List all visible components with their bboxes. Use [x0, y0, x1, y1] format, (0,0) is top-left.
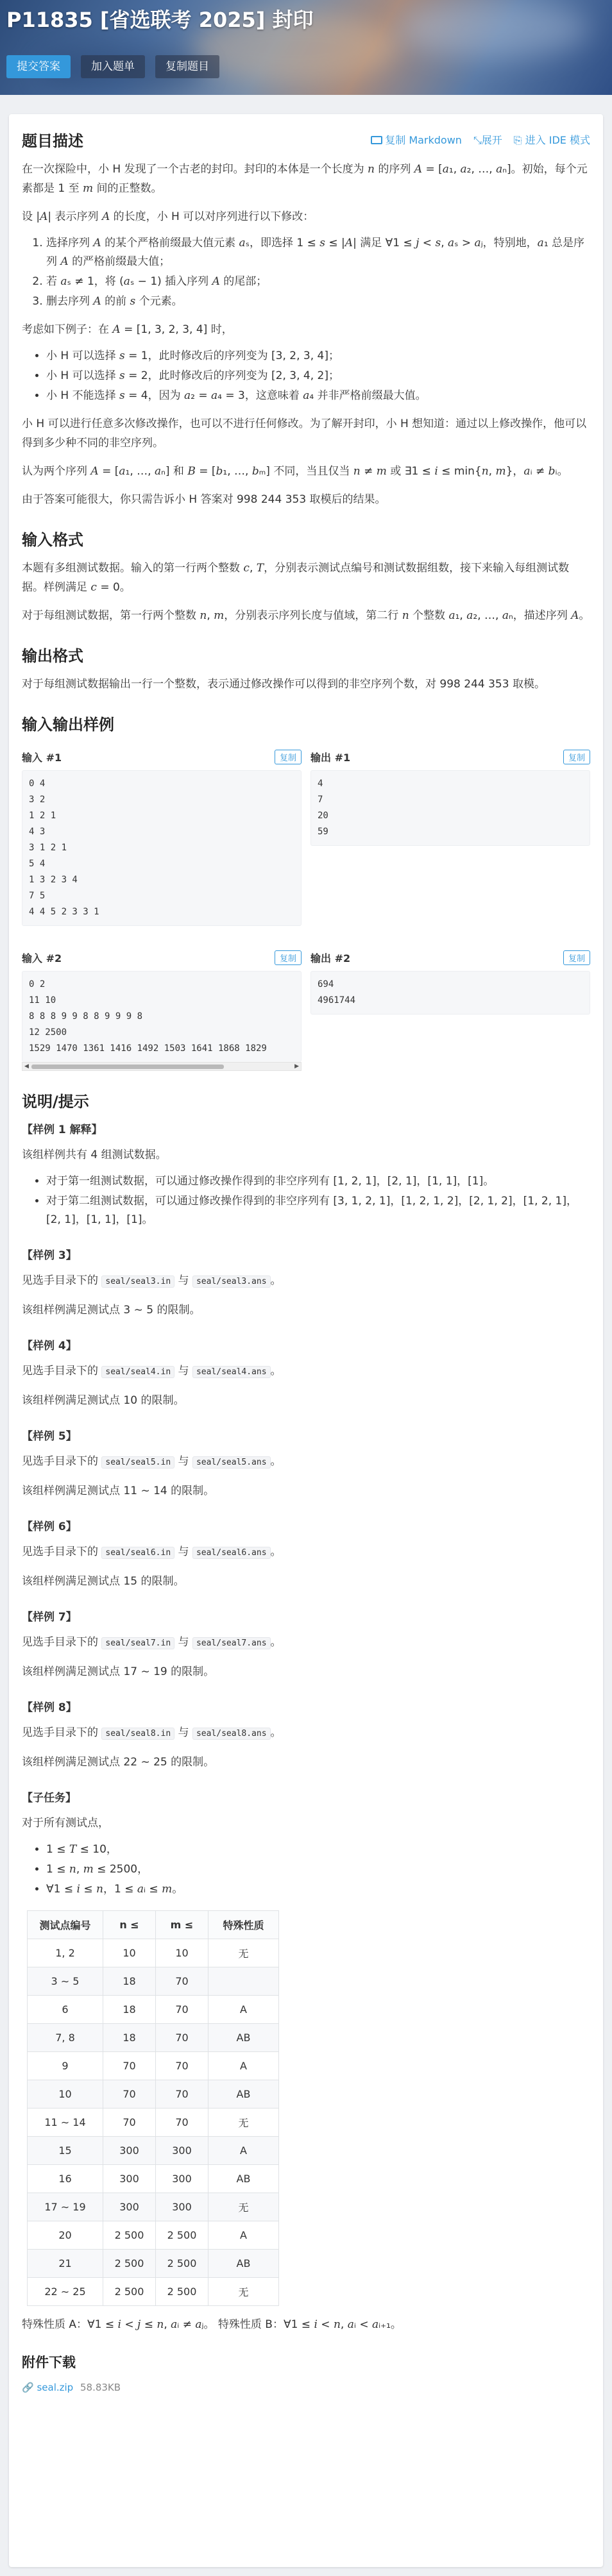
- table-cell: 70: [156, 2024, 208, 2052]
- table-row: [28, 2137, 279, 2165]
- table-cell: A: [208, 2052, 279, 2080]
- subtask-table: [27, 1910, 279, 2306]
- attachment-item[interactable]: [22, 2382, 590, 2393]
- section-title-notes: 说明/提示: [22, 1093, 89, 1111]
- section-title-input: 输入格式: [22, 531, 83, 549]
- expand-link[interactable]: [473, 132, 502, 147]
- copy-sample-input-button[interactable]: 复制: [275, 750, 302, 764]
- markdown-icon: [371, 136, 382, 144]
- table-cell: 1, 2: [28, 1939, 103, 1967]
- table-cell: 300: [156, 2193, 208, 2221]
- add-to-list-button[interactable]: 加入题单: [81, 55, 145, 78]
- table-cell: 2 500: [103, 2250, 156, 2278]
- table-row: [28, 2221, 279, 2250]
- table-cell: 16: [28, 2165, 103, 2193]
- table-cell: 15: [28, 2137, 103, 2165]
- table-row: [28, 1996, 279, 2024]
- table-header: n ≤: [103, 1911, 156, 1939]
- table-cell: 2 500: [103, 2221, 156, 2250]
- notes-content: 【样例 1 解释】 该组样例共有 4 组测试数据。 • 对于第一组测试数据，可以通过修改操作得到的非空序列有 [1, 2, 1]，[2, 1]，[1, 1]，[1]。 • 对于第二组测试数据，可以通过修改操作得到的非空序列有 [3, 1, 2, 1]，[1, 2, 1, 2]，[2, 1, 2]，[1, 2, 1]，[2, 1]，[1, 1]，[1]。 【样例 3】 见选手目录下的 seal/seal3.in 与 seal/seal3.ans 。 该组样例满足测试点 3 ∼ 5 的限制。 【样例 4】 见选手目录下的 seal/seal4.in 与 seal/seal4.ans 。 该组样例满足测试点 10 的限制。 【样例 5】 见选手目录下的 seal/seal5.in 与 seal/seal5.ans 。 该组样例满足测试点 11 ∼ 14 的限制。 【样例 6】 见选手目录下的 seal/seal6.in 与 seal/seal6.ans 。 该组样例满足测试点 15 的限制。 【样例 7】 见选手目录下的 seal/seal7.in 与 seal/seal7.ans 。 该组样例满足测试点 17 ∼ 19 的限制。 【样例 8】 见选手目录下的 seal/seal8.in 与 seal/seal8.ans 。 该组样例满足测试点 22 ∼ 25 的限制。 【子任务】 对于所有测试点， • 1 ≤ T ≤ 10， • 1 ≤ n, m ≤ 2500， • ∀1 ≤ i ≤ n，1 ≤ aᵢ ≤ m。 测试点编号 n ≤ m ≤ 特殊性质 1, 2 10 10 无 3 ∼ 5 18 70 6 18 70 A 7, 8 18 70 AB 9 70 70 A 10 70 70 AB 11 ∼ 14 70 70 无 15 300 300 A 16 300 300 AB 17 ∼ 19 300 300 无 20 2 500 2 500 A 21 2 500 2 500 AB 22 ∼ 25 2 500 2 500 无 特殊性质 A：∀1 ≤ i < j ≤ n, aᵢ ≠ aⱼ。 特殊性质 B：∀1 ≤ i < n, aᵢ < aᵢ₊₁。: [22, 1120, 590, 2334]
- table-cell: 20: [28, 2221, 103, 2250]
- copy-problem-button[interactable]: 复制题目: [155, 55, 219, 78]
- ide-icon: ⎘: [513, 134, 525, 146]
- table-cell: 70: [103, 2080, 156, 2109]
- table-row: [28, 2052, 279, 2080]
- table-header: m ≤: [156, 1911, 208, 1939]
- table-cell: 70: [156, 2080, 208, 2109]
- table-cell: AB: [208, 2165, 279, 2193]
- sample-input-label: 输入 #1: [22, 751, 62, 764]
- sample-input-2: 0 2 11 10 8 8 8 9 9 8 8 9 9 9 8 12 2500 1529 1470 1361 1416 1492 1503 1641 1868 1829: [22, 971, 302, 1062]
- section-title-output: 输出格式: [22, 647, 83, 665]
- table-cell: 70: [156, 1967, 208, 1996]
- output-format-text: 对于每组测试数据输出一行一个整数，表示通过修改操作可以得到的非空序列个数，对 998 244 353 取模。: [22, 678, 545, 691]
- table-cell: 70: [156, 2109, 208, 2137]
- table-cell: 10: [156, 1939, 208, 1967]
- expand-label: 展开: [481, 134, 502, 146]
- table-cell: 2 500: [156, 2278, 208, 2306]
- table-row: [28, 2278, 279, 2306]
- attachment-size: 58.83KB: [80, 2382, 121, 2393]
- table-cell: 2 500: [156, 2221, 208, 2250]
- sample-input-1: 0 4 3 2 1 2 1 4 3 3 1 2 1 5 4 1 3 2 3 4 7 5 4 4 5 2 3 3 1: [22, 770, 302, 926]
- table-cell: 300: [103, 2165, 156, 2193]
- horizontal-scrollbar[interactable]: ◀ ▶: [22, 1062, 302, 1071]
- sample-output-label: 输出 #1: [310, 751, 351, 764]
- table-cell: 11 ∼ 14: [28, 2109, 103, 2137]
- ide-mode-label: 进入 IDE 模式: [525, 134, 590, 146]
- table-cell: 无: [208, 2109, 279, 2137]
- table-cell: A: [208, 2221, 279, 2250]
- table-cell: 2 500: [156, 2250, 208, 2278]
- table-cell: 无: [208, 2278, 279, 2306]
- table-header: 测试点编号: [28, 1911, 103, 1939]
- table-cell: 70: [156, 2052, 208, 2080]
- input-format-text: 本题有多组测试数据。输入的第一行两个整数 c, T，分别表示测试点编号和测试数据组数，接下来输入每组测试数据。样例满足 c = 0。 对于每组测试数据，第一行两个整数 n, m，分别表示序列长度与值域，第二行 n 个整数 a₁, a₂, …, aₙ，描述序列 A。: [22, 562, 590, 622]
- expand-icon: ⤡: [473, 134, 482, 146]
- table-cell: 无: [208, 2193, 279, 2221]
- ide-mode-link[interactable]: [514, 132, 590, 147]
- sample-output-label: 输出 #2: [310, 952, 351, 964]
- table-row: [28, 2250, 279, 2278]
- table-cell: [208, 1967, 279, 1996]
- paperclip-icon: 🔗: [22, 2382, 34, 2393]
- copy-sample-input-button[interactable]: 复制: [275, 950, 302, 965]
- table-cell: 2 500: [103, 2278, 156, 2306]
- table-cell: A: [208, 2137, 279, 2165]
- table-cell: 3 ∼ 5: [28, 1967, 103, 1996]
- table-cell: 18: [103, 2024, 156, 2052]
- section-title-description: 题目描述: [22, 132, 83, 150]
- sample-output-2: 694 4961744: [310, 971, 590, 1014]
- table-cell: 70: [103, 2052, 156, 2080]
- table-row: [28, 2193, 279, 2221]
- table-row: [28, 2024, 279, 2052]
- problem-description: 在一次探险中，小 H 发现了一个古老的封印。封印的本体是一个长度为 n 的序列 A = [a₁, a₂, …, aₙ]。初始，每个元素都是 1 至 m 间的正整数。 设 |A| 表示序列 A 的长度，小 H 可以对序列进行以下修改： 1. 选择序列 A 的某个严格前缀最大值元素 aₛ，即选择 1 ≤ s ≤ |A| 满足 ∀1 ≤ j < s, aₛ > aⱼ，特别地，a₁ 总是序列 A 的严格前缀最大值； 2. 若 aₛ ≠ 1，将 (aₛ − 1) 插入序列 A 的尾部； 3. 删去序列 A 的前 s 个元素。 考虑如下例子：在 A = [1, 3, 2, 3, 4] 时， • 小 H 可以选择 s = 1，此时修改后的序列变为 [3, 2, 3, 4]； • 小 H 可以选择 s = 2，此时修改后的序列变为 [2, 3, 4, 2]； • 小 H 不能选择 s = 4，因为 a₂ = a₄ = 3，这意味着 a₄ 并非严格前缀最大值。 小 H 可以进行任意多次修改操作，也可以不进行任何修改。为了解开封印，小 H 想知道：通过以上修改操作，他可以得到多少种不同的非空序列。 认为两个序列 A = [a₁, …, aₙ] 和 B = [b₁, …, bₘ] 不同，当且仅当 n ≠ m 或 ∃1 ≤ i ≤ min{n, m}，aᵢ ≠ bᵢ。 由于答案可能很大，你只需告诉小 H 答案对 998 244 353 取模后的结果。: [22, 160, 590, 509]
- table-cell: 10: [28, 2080, 103, 2109]
- submit-answer-button[interactable]: 提交答案: [6, 55, 71, 78]
- table-row: [28, 1967, 279, 1996]
- table-cell: AB: [208, 2080, 279, 2109]
- table-cell: 300: [156, 2137, 208, 2165]
- attachment-name[interactable]: seal.zip: [37, 2382, 74, 2393]
- table-cell: 21: [28, 2250, 103, 2278]
- table-cell: 70: [103, 2109, 156, 2137]
- page-title: P11835 [省选联考 2025] 封印: [6, 8, 314, 32]
- copy-sample-output-button[interactable]: 复制: [563, 750, 590, 764]
- table-row: [28, 1939, 279, 1967]
- table-cell: 22 ∼ 25: [28, 2278, 103, 2306]
- table-cell: 9: [28, 2052, 103, 2080]
- section-title-attachments: 附件下载: [22, 2355, 76, 2370]
- table-cell: 10: [103, 1939, 156, 1967]
- table-cell: 300: [156, 2165, 208, 2193]
- table-cell: 300: [103, 2193, 156, 2221]
- section-title-samples: 输入输出样例: [22, 716, 114, 734]
- sample-pair-1: [22, 747, 590, 926]
- table-cell: A: [208, 1996, 279, 2024]
- table-row: [28, 2165, 279, 2193]
- problem-header-banner: [0, 0, 612, 95]
- sample-pair-2: [22, 948, 590, 1071]
- copy-markdown-label: 复制 Markdown: [385, 134, 462, 146]
- sample-input-label: 输入 #2: [22, 952, 62, 964]
- table-cell: 17 ∼ 19: [28, 2193, 103, 2221]
- table-cell: 18: [103, 1996, 156, 2024]
- table-cell: AB: [208, 2250, 279, 2278]
- table-cell: AB: [208, 2024, 279, 2052]
- table-cell: 300: [103, 2137, 156, 2165]
- table-cell: 无: [208, 1939, 279, 1967]
- table-cell: 18: [103, 1967, 156, 1996]
- table-cell: 70: [156, 1996, 208, 2024]
- table-row: [28, 2080, 279, 2109]
- problem-content-card: [9, 114, 603, 2567]
- table-cell: 6: [28, 1996, 103, 2024]
- table-header: 特殊性质: [208, 1911, 279, 1939]
- table-row: [28, 2109, 279, 2137]
- table-cell: 7, 8: [28, 2024, 103, 2052]
- sample-output-1: 4 7 20 59: [310, 770, 590, 846]
- copy-markdown-link[interactable]: [371, 132, 462, 147]
- copy-sample-output-button[interactable]: 复制: [563, 950, 590, 965]
